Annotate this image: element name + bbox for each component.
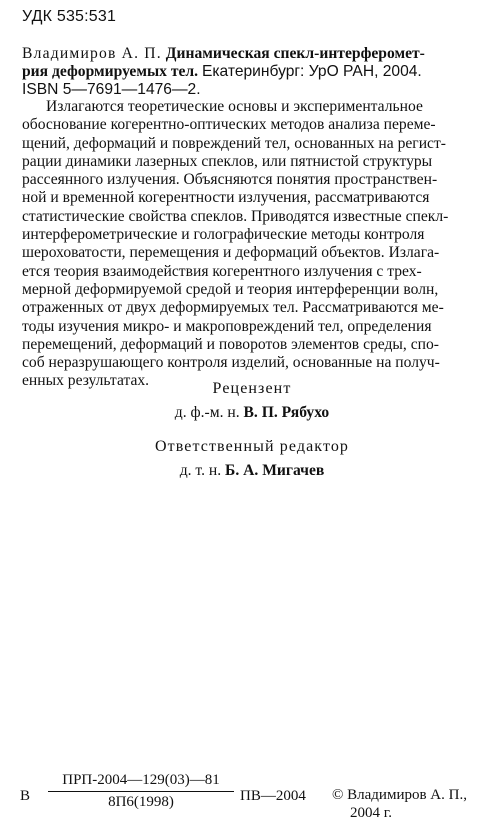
imprint-numerator: ПРП-2004—129(03)—81: [48, 772, 234, 792]
reviewer-degree: д. ф.-м. н.: [174, 404, 240, 421]
imprint-code: ПВ—2004: [240, 788, 306, 804]
imprint-denominator: 8П6(1998): [108, 794, 174, 810]
publisher: Екатеринбург: УрО РАН, 2004.: [201, 63, 422, 80]
abstract-line: мерной деформируемой средой и теория интерференции волн,: [22, 280, 439, 298]
imprint-fraction: [48, 772, 234, 811]
isbn: ISBN 5—7691—1476—2.: [22, 81, 201, 98]
abstract-line: статистические свойства спеклов. Приводятся известные спекл-: [22, 207, 449, 225]
editor-degree: д. т. н.: [179, 462, 222, 479]
editor-label: Ответственный редактор: [154, 438, 350, 455]
reviewer-block: [0, 380, 504, 422]
author-name: Владимиров А. П.: [22, 45, 162, 62]
reviewer-credit: [0, 404, 504, 422]
abstract-line: обоснование когерентно-оптических методов анализа переме-: [22, 116, 436, 134]
abstract-line: ется теория взаимодействия когерентного излучения с трех-: [22, 262, 422, 280]
reviewer-name: В. П. Рябухо: [243, 404, 330, 421]
abstract-line: щений, деформаций и повреждений тел, основанных на регист-: [22, 134, 446, 152]
abstract-line: рассеянного излучения. Объясняются понятия пространствен-: [22, 171, 438, 189]
copyright-year: 2004 г.: [350, 805, 392, 821]
editor-credit: [0, 462, 504, 480]
abstract-line: отраженных от двух деформируемых тел. Рассматриваются ме-: [22, 299, 444, 317]
abstract-line: перемещений, деформаций и поворотов элементов среды, спо-: [22, 335, 439, 353]
copyright-holder: © Владимиров А. П.,: [332, 787, 467, 803]
abstract-line: енных результатах.: [22, 372, 150, 390]
imprint-letter: В: [20, 788, 31, 804]
bibliography-line-2: [22, 63, 482, 81]
editor-name: Б. А. Мигачев: [225, 462, 325, 479]
editor-block: [0, 438, 504, 480]
reviewer-label: Рецензент: [212, 380, 292, 397]
copyright: [332, 786, 467, 822]
abstract-line: ной и временной когерентности излучения, рассматриваются: [22, 189, 430, 207]
abstract-line: тоды изучения микро- и макроповреждений тел, определения: [22, 317, 432, 335]
imprint-block: [20, 766, 490, 826]
abstract-line: рации динамики лазерных спеклов, или пятнистой структуры: [22, 152, 433, 170]
abstract-line: Излагаются теоретические основы и экспериментальное: [46, 98, 423, 115]
abstract-line: шероховатости, перемещения и деформаций объектов. Излага-: [22, 244, 440, 262]
udk-code: УДК 535:531: [22, 8, 117, 25]
abstract: [22, 98, 484, 391]
abstract-line: соб неразрушающего контроля изделий, основанные на получ-: [22, 354, 440, 372]
abstract-line: интерферометрические и голографические методы контроля: [22, 226, 425, 244]
bibliographic-record: [22, 45, 482, 99]
book-title-part-1: Динамическая спекл-интерферомет-: [165, 45, 425, 62]
bibliography-line-1: [22, 45, 482, 63]
book-title-part-2: рия деформируемых тел.: [22, 63, 199, 80]
